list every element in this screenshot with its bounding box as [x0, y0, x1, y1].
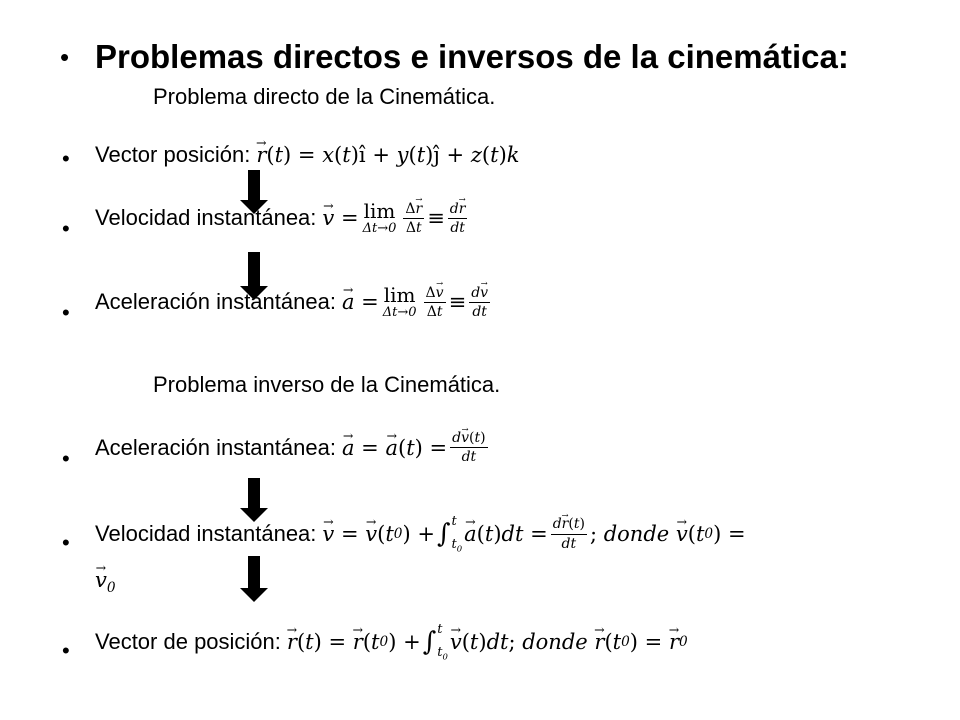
item-label: Vector de posición: [95, 629, 281, 654]
formula-position-vector [95, 142, 520, 168]
section-direct-heading: Problema directo de la Cinemática. [153, 84, 496, 109]
bullet: • [62, 146, 70, 171]
item-label: Velocidad instantánea: [95, 521, 317, 546]
integral-sign: ∫ t $t_0$ [436, 514, 463, 554]
math-expression: → r(t) = x(t)î + y(t)ĵ + z(t)k [256, 143, 519, 167]
integral-sign: ∫ t $t_0$ [422, 622, 448, 662]
math-expression: → r ( t ) = → r ( t 0 ) + ∫ t $t_0$ → v ( t ) dt ; donde → r ( t 0 ) = → r 0 [287, 622, 688, 662]
bullet: • [62, 216, 70, 241]
item-label: Aceleración instantánea: [95, 289, 336, 315]
item-label: Vector posición: [95, 142, 251, 167]
math-expression: → v = → v ( t 0 ) + ∫ t $t_0$ → a ( t ) dt = $\frac{d\to r(t)}{dt}$ ; donde → v ( t 0 ) = [322, 514, 745, 554]
formula-velocity-integral [95, 514, 746, 554]
section-inverse-heading: Problema inverso de la Cinemática. [153, 372, 501, 397]
item-label: Aceleración instantánea: [95, 434, 336, 460]
math-expression-continued: → $v_0$ [95, 568, 116, 596]
item-label: Velocidad instantánea: [95, 205, 317, 231]
slide-title: Problemas directos e inversos de la cinemática: [95, 38, 849, 75]
formula-instant-velocity [95, 200, 470, 236]
down-arrow-icon [246, 556, 262, 602]
math-expression: → a = lim Δt→0 $\frac{\Delta\to v}{\Delta t}$ ≡ $\frac{d\to v}{dt}$ [342, 284, 493, 320]
formula-instant-acceleration [95, 284, 493, 320]
formula-acceleration-function [95, 430, 491, 465]
math-expression: → a = → a ( t ) = $\frac{d\to v(t)}{dt}$ [342, 430, 491, 465]
bullet: • [62, 530, 70, 555]
bullet: • [62, 446, 70, 471]
bullet: • [62, 300, 70, 325]
math-expression: → v = lim Δt→0 $\frac{\Delta\to r}{\Delta t}$ ≡ $\frac{d\to r}{dt}$ [322, 200, 470, 236]
formula-position-integral [95, 622, 688, 662]
bullet: • [62, 638, 70, 663]
bullet: • [60, 42, 70, 72]
